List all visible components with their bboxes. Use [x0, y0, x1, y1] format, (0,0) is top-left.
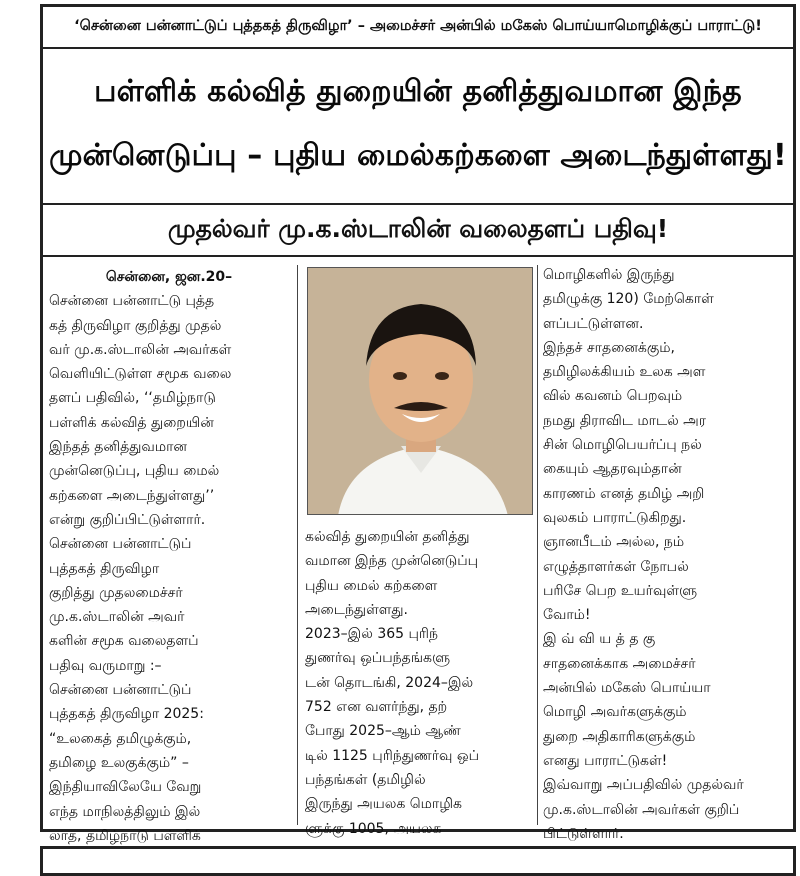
text-line: எனது பாராட்டுகள்! — [543, 752, 668, 769]
text-line: இ வ் வி ய த் த கு — [543, 631, 656, 648]
text-line: வுலகம் பாராட்டுகிறது. — [543, 509, 687, 526]
text-line: கற்களை அடைந்துள்ளது’’ — [49, 487, 215, 504]
text-line: காரணம் எனத் தமிழ் அறி — [543, 485, 705, 502]
text-line: களின் சமூக வலைதளப் — [49, 633, 199, 650]
text-line: மொழிகளில் இருந்து — [543, 267, 675, 283]
headline-line-1: பள்ளிக் கல்வித் துறையின் தனித்துவமான இந்த — [94, 74, 742, 109]
text-line: கையும் ஆதரவும்தான் — [543, 461, 682, 478]
text-line: மொழி அவர்களுக்கும் — [543, 704, 687, 721]
text-line: அடைந்துள்ளது. — [305, 601, 408, 618]
text-line: புதிய மைல் கற்களை — [305, 577, 438, 594]
text-line: 752 என வளர்ந்து, தற் — [305, 699, 448, 716]
text-line: ஞானபீடம் அல்ல, நம் — [543, 534, 685, 551]
portrait-photo — [307, 267, 533, 515]
text-line: மு.க.ஸ்டாலின் அவர்கள் குறிப் — [543, 801, 740, 818]
column-1 — [49, 265, 289, 848]
text-line: இருந்து அயலக மொழிக — [305, 796, 462, 813]
text-line: தமிழுக்கு 120) மேற்கொள் — [543, 291, 714, 308]
text-line: தமிழை உலகுக்கும்” – — [49, 754, 189, 771]
text-line: சின் மொழிபெயர்ப்பு நல் — [543, 437, 702, 454]
text-line: லாத, தமிழ்நாடு பள்ளிக் — [49, 827, 201, 844]
text-line: டன் தொடங்கி, 2024–இல் — [305, 674, 474, 691]
text-line: குறித்து முதலமைச்சர் — [49, 584, 183, 601]
column-divider — [297, 265, 298, 825]
text-line: முன்னெடுப்பு, புதிய மைல் — [49, 463, 220, 480]
text-line: டில் 1125 புரிந்துணர்வு ஒப் — [305, 747, 480, 764]
text-line: “உலகைத் தமிழுக்கும், — [49, 730, 192, 747]
article-body — [43, 257, 793, 844]
text-line: வமான இந்த முன்னெடுப்பு — [305, 553, 479, 570]
text-line: புத்தகத் திருவிழா — [49, 560, 160, 577]
article-frame — [40, 4, 796, 844]
text-line: ளப்பட்டுள்ளன. — [543, 315, 644, 332]
text-line: கத் திருவிழா குறித்து முதல் — [49, 317, 222, 334]
column-2 — [305, 525, 529, 841]
column-2-text — [305, 525, 529, 841]
headline-line-2: முன்னெடுப்பு – புதிய மைல்கற்களை அடைந்துள்ளது! — [49, 138, 787, 173]
text-line: போது 2025–ஆம் ஆண் — [305, 723, 461, 740]
text-line: இந்தத் தனித்துவமான — [49, 439, 187, 456]
text-line: துறை அதிகாரிகளுக்கும் — [543, 728, 696, 745]
text-line: இந்தியாவிலேயே வேறு — [49, 779, 202, 796]
text-line: பந்தங்கள் (தமிழில் — [305, 771, 426, 788]
text-line: சென்னை பன்னாட்டுப் — [49, 682, 192, 699]
column-3 — [543, 263, 791, 846]
text-line: பள்ளிக் கல்வித் துறையின் — [49, 414, 214, 431]
article-kicker: ‘சென்னை பன்னாட்டுப் புத்தகத் திருவிழா’ – அமைச்சர் அன்பில் மகேஸ் பொய்யாமொழிக்குப் பாராட்டு! — [43, 7, 793, 49]
text-line: வில் கவனம் பெறவும் — [543, 388, 683, 405]
text-line: தளப் பதிவில், ‘‘தமிழ்நாடு — [49, 390, 216, 407]
text-line: பரிசே பெற உயர்வுள்ளு — [543, 582, 698, 599]
text-line: வோம்! — [543, 607, 591, 624]
next-article-border — [40, 846, 796, 876]
text-line: எந்த மாநிலத்திலும் இல் — [49, 803, 201, 820]
text-line: பதிவு வருமாறு :– — [49, 657, 162, 674]
article-headline — [43, 49, 793, 199]
column-1-text — [49, 289, 289, 848]
text-line: இவ்வாறு அப்பதிவில் முதல்வர் — [543, 777, 744, 794]
text-line: நமது திராவிட மாடல் அர — [543, 412, 706, 429]
text-line: தமிழிலக்கியம் உலக அள — [543, 364, 706, 381]
column-divider — [537, 265, 538, 825]
dateline: சென்னை, ஜன.20– — [105, 269, 233, 285]
text-line: மு.க.ஸ்டாலின் அவர் — [49, 609, 185, 626]
subhead-box — [43, 203, 793, 257]
column-3-text — [543, 263, 791, 846]
text-line: பிட்டுள்ளார். — [543, 825, 624, 842]
text-line: அன்பில் மகேஸ் பொய்யா — [543, 680, 711, 697]
text-line: எழுத்தாளர்கள் நோபல் — [543, 558, 689, 575]
text-line: வெளியிட்டுள்ள சமூக வலை — [49, 366, 232, 383]
text-line: 2023–இல் 365 புரிந் — [305, 626, 438, 643]
text-line: ளுக்கு 1005, அயலக — [305, 820, 442, 837]
text-line: கல்வித் துறையின் தனித்து — [305, 529, 470, 545]
text-line: துணர்வு ஒப்பந்தங்களு — [305, 650, 451, 667]
text-line: சென்னை பன்னாட்டுப் — [49, 536, 192, 553]
text-line: சாதனைக்காக அமைச்சர் — [543, 655, 696, 672]
portrait-illustration — [308, 268, 533, 515]
text-line: என்று குறிப்பிட்டுள்ளார். — [49, 511, 206, 528]
article-subhead: முதல்வர் மு.க.ஸ்டாலின் வலைதளப் பதிவு! — [167, 213, 669, 243]
text-line: சென்னை பன்னாட்டு புத்த — [49, 293, 215, 310]
text-line: இந்தச் சாதனைக்கும், — [543, 339, 675, 356]
text-line: புத்தகத் திருவிழா 2025: — [49, 706, 204, 723]
text-line: வர் மு.க.ஸ்டாலின் அவர்கள் — [49, 341, 232, 358]
